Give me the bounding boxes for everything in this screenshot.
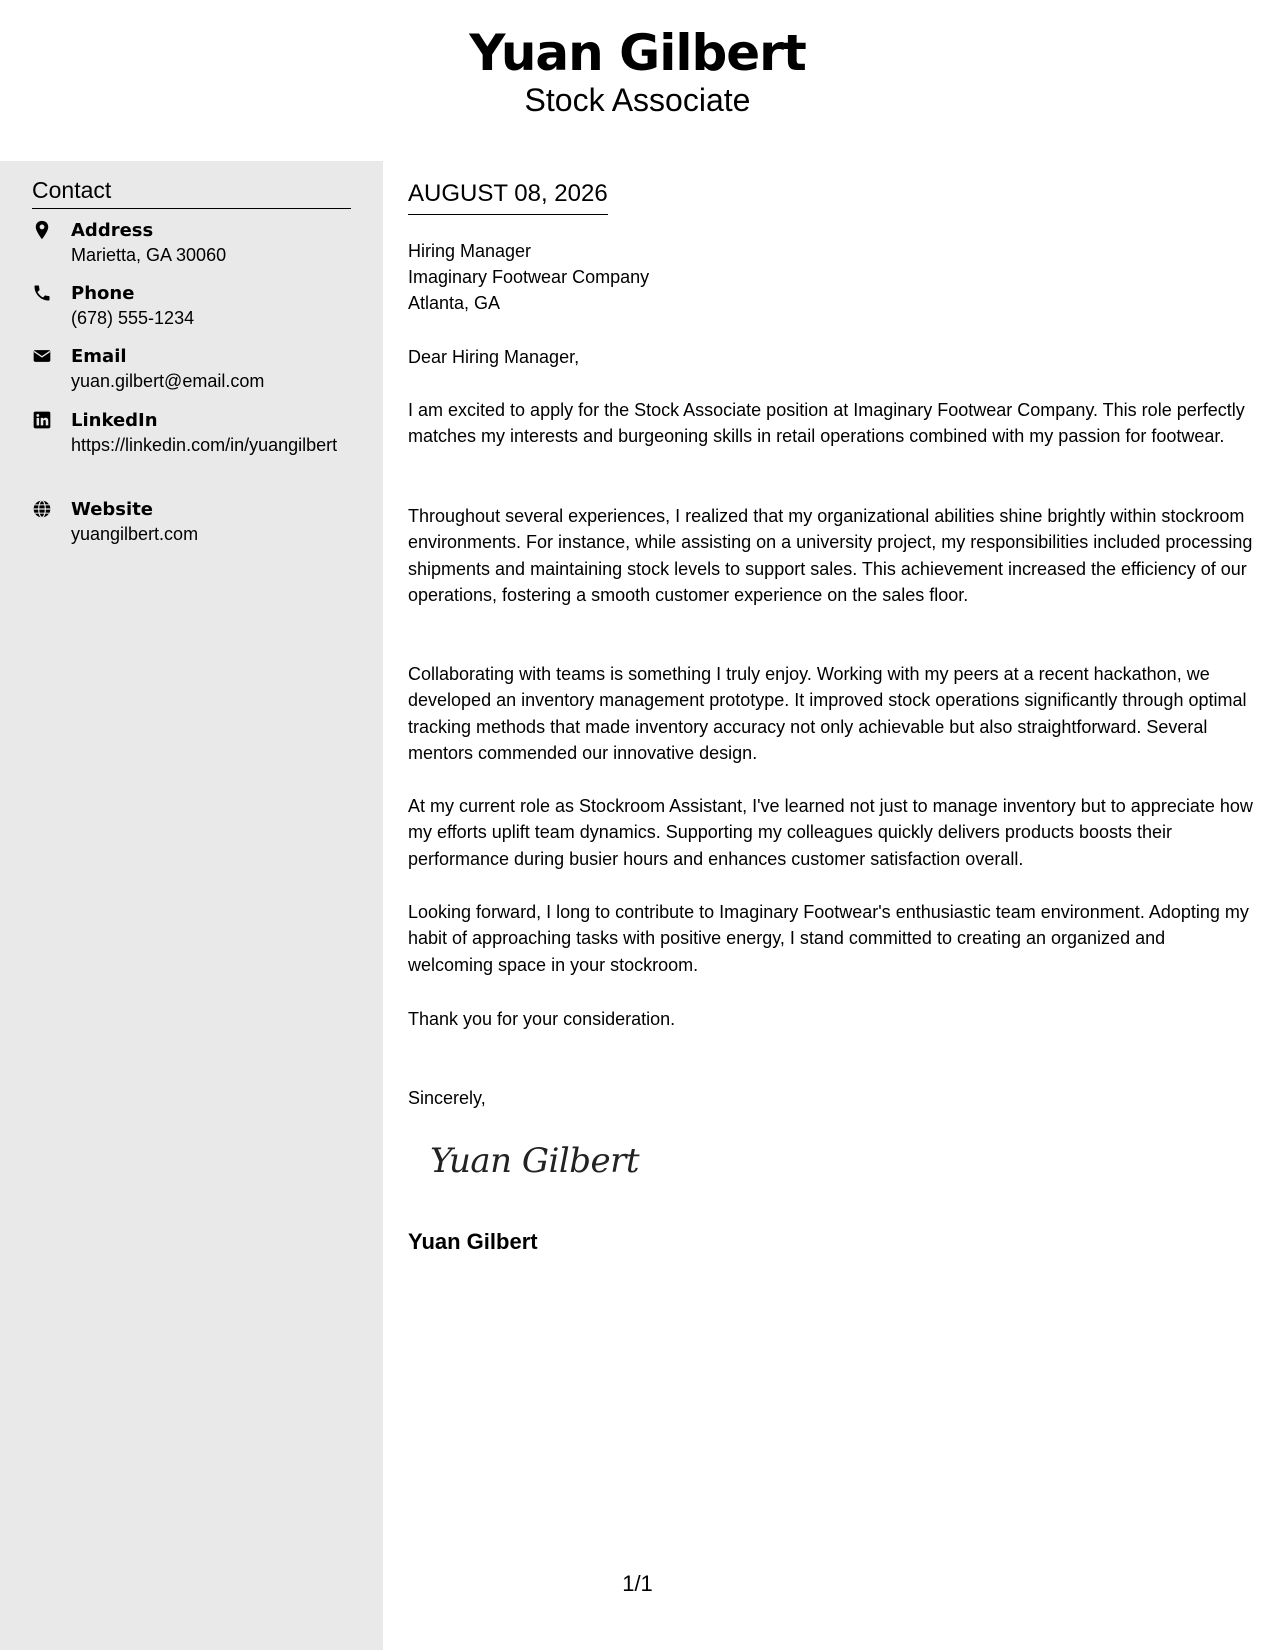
letter-date: AUGUST 08, 2026	[408, 178, 608, 215]
contact-sidebar	[0, 161, 383, 1650]
letter-paragraph: I am excited to apply for the Stock Associate position at Imaginary Footwear Company. This role perfectly matches my interests and burgeoning skills in retail operations combined with my passion for footwear.	[408, 400, 1245, 447]
linkedin-icon	[32, 410, 54, 432]
contact-label: Phone	[71, 283, 135, 304]
handwritten-signature: Yuan Gilbert	[430, 1141, 640, 1181]
salutation: Dear Hiring Manager,	[408, 347, 580, 367]
letter-header	[0, 0, 1275, 160]
letter-paragraph: At my current role as Stockroom Assistant, I've learned not just to manage inventory but to appreciate how my efforts uplift team dynamics. Supporting my colleagues quickly delivers products boosts their performance during busier hours and enhances customer satisfaction overall.	[408, 796, 1253, 869]
recipient-location: Atlanta, GA	[408, 293, 501, 313]
contact-value: https://linkedin.com/in/yuangilbert	[71, 435, 338, 455]
closing: Sincerely,	[408, 1088, 486, 1108]
page-number: 1/1	[622, 1571, 653, 1596]
contact-title: Contact	[32, 175, 351, 209]
contact-value: yuan.gilbert@email.com	[71, 371, 265, 391]
phone-icon	[32, 283, 54, 305]
letter-paragraph: Collaborating with teams is something I truly enjoy. Working with my peers at a recent hackathon, we developed an inventory management prototype. It improved stock operations significantly through optimal tracking methods that made inventory accuracy not only achievable but also straightforward. Several mentors commended our innovative design.	[408, 664, 1247, 763]
envelope-icon	[32, 346, 54, 368]
contact-value: Marietta, GA 30060	[71, 245, 227, 265]
contact-value: (678) 555-1234	[71, 308, 195, 328]
applicant-name: Yuan Gilbert	[469, 24, 806, 82]
recipient-title: Hiring Manager	[408, 241, 532, 261]
letter-paragraph: Throughout several experiences, I realized that my organizational abilities shine brightly within stockroom environments. For instance, while assisting on a university project, my responsibilities included processing shipments and maintaining stock levels to support sales. This achievement increased the efficiency of our operations, fostering a smooth customer experience on the sales floor.	[408, 506, 1253, 605]
globe-icon	[32, 499, 54, 521]
applicant-role: Stock Associate	[524, 82, 751, 118]
contact-label: LinkedIn	[71, 410, 158, 431]
contact-label: Email	[71, 346, 127, 367]
recipient-block	[408, 238, 649, 316]
contact-value: yuangilbert.com	[71, 524, 199, 544]
letter-paragraph: Thank you for your consideration.	[408, 1009, 676, 1029]
recipient-company: Imaginary Footwear Company	[408, 267, 650, 287]
contact-label: Address	[71, 220, 154, 241]
letter-paragraph: Looking forward, I long to contribute to Imaginary Footwear's enthusiastic team environment. Adopting my habit of approaching tasks with positive energy, I stand committed to creating an organized and welcoming space in your stockroom.	[408, 902, 1249, 975]
contact-label: Website	[71, 499, 154, 520]
signer-name: Yuan Gilbert	[408, 1229, 538, 1254]
map-pin-icon	[32, 220, 54, 242]
